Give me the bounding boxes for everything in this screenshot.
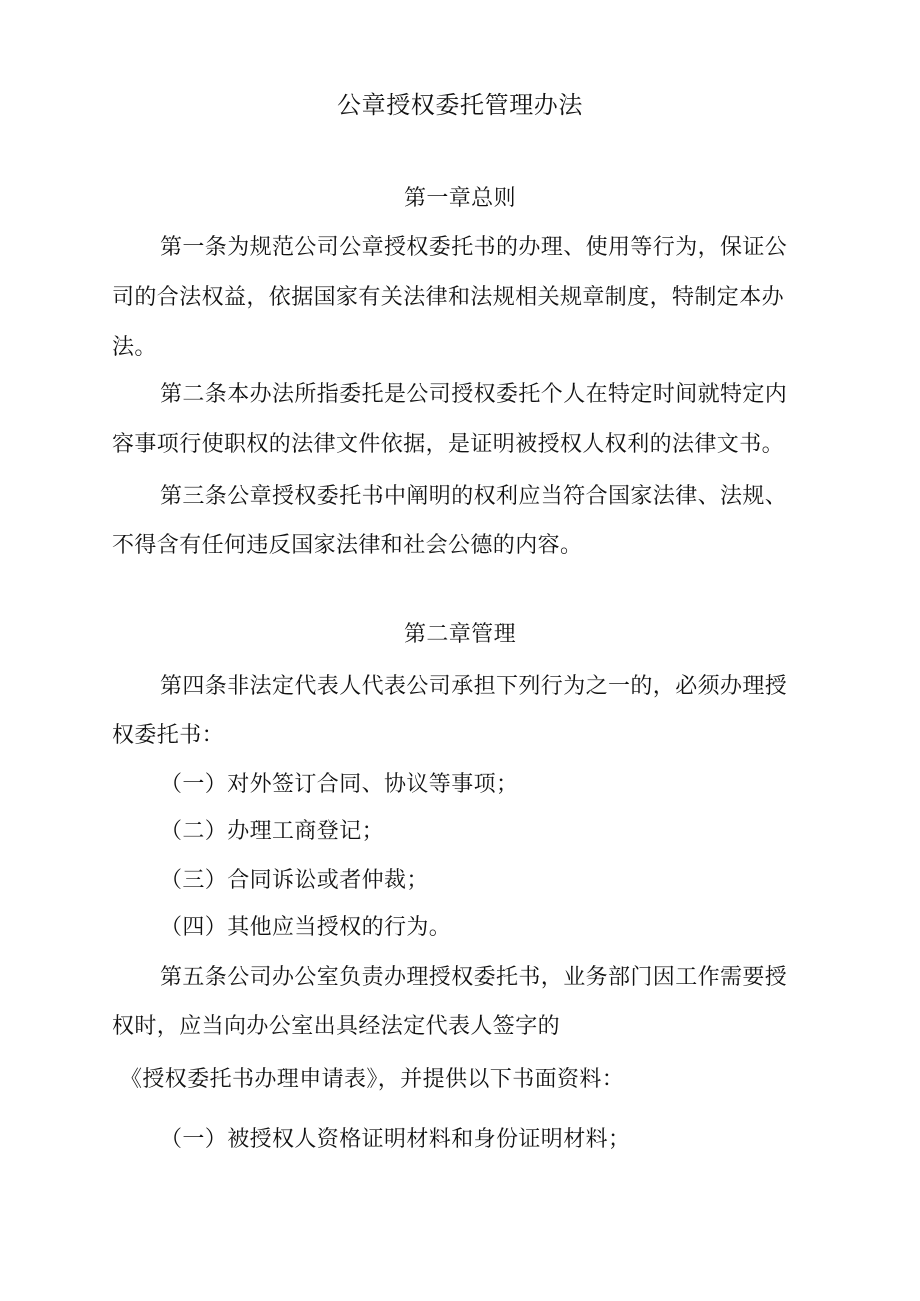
article-1-line-2: 司的合法权益，依据国家有关法律和法规相关规章制度，特制定本办 — [112, 285, 785, 310]
article-5-line-2: 权时，应当向办公室出具经法定代表人签字的 — [112, 1014, 561, 1039]
article-4-line-1: 第四条非法定代表人代表公司承担下列行为之一的，必须办理授 — [160, 674, 788, 699]
article-1-line-1: 第一条为规范公司公章授权委托书的办理、使用等行为，保证公 — [160, 235, 788, 260]
article-5-line-1: 第五条公司办公室负责办理授权委托书，业务部门因工作需要授 — [160, 965, 788, 990]
article-5-item-1: （一）被授权人资格证明材料和身份证明材料； — [160, 1127, 631, 1152]
article-1-line-3: 法。 — [112, 335, 157, 360]
document-title: 公章授权委托管理办法 — [337, 91, 583, 119]
article-2-line-1: 第二条本办法所指委托是公司授权委托个人在特定时间就特定内 — [160, 382, 788, 407]
article-4-item-3: （三）合同诉讼或者仲裁； — [160, 868, 429, 893]
article-4-item-2: （二）办理工商登记； — [160, 819, 385, 844]
article-4-item-4: （四）其他应当授权的行为。 — [160, 915, 452, 940]
article-4-item-1: （一）对外签订合同、协议等事项； — [160, 772, 519, 797]
article-4-line-2: 权委托书： — [112, 723, 225, 748]
article-3-line-1: 第三条公章授权委托书中阐明的权利应当符合国家法律、法规、 — [160, 484, 788, 509]
article-3-line-2: 不得含有任何违反国家法律和社会公德的内容。 — [112, 533, 583, 558]
chapter-2-heading: 第二章管理 — [403, 622, 516, 647]
chapter-1-heading: 第一章总则 — [403, 186, 516, 211]
article-2-line-2: 容事项行使职权的法律文件依据，是证明被授权人权利的法律文书。 — [112, 432, 785, 457]
article-5-line-3: 《授权委托书办理申请表》，并提供以下书面资料： — [120, 1067, 625, 1092]
